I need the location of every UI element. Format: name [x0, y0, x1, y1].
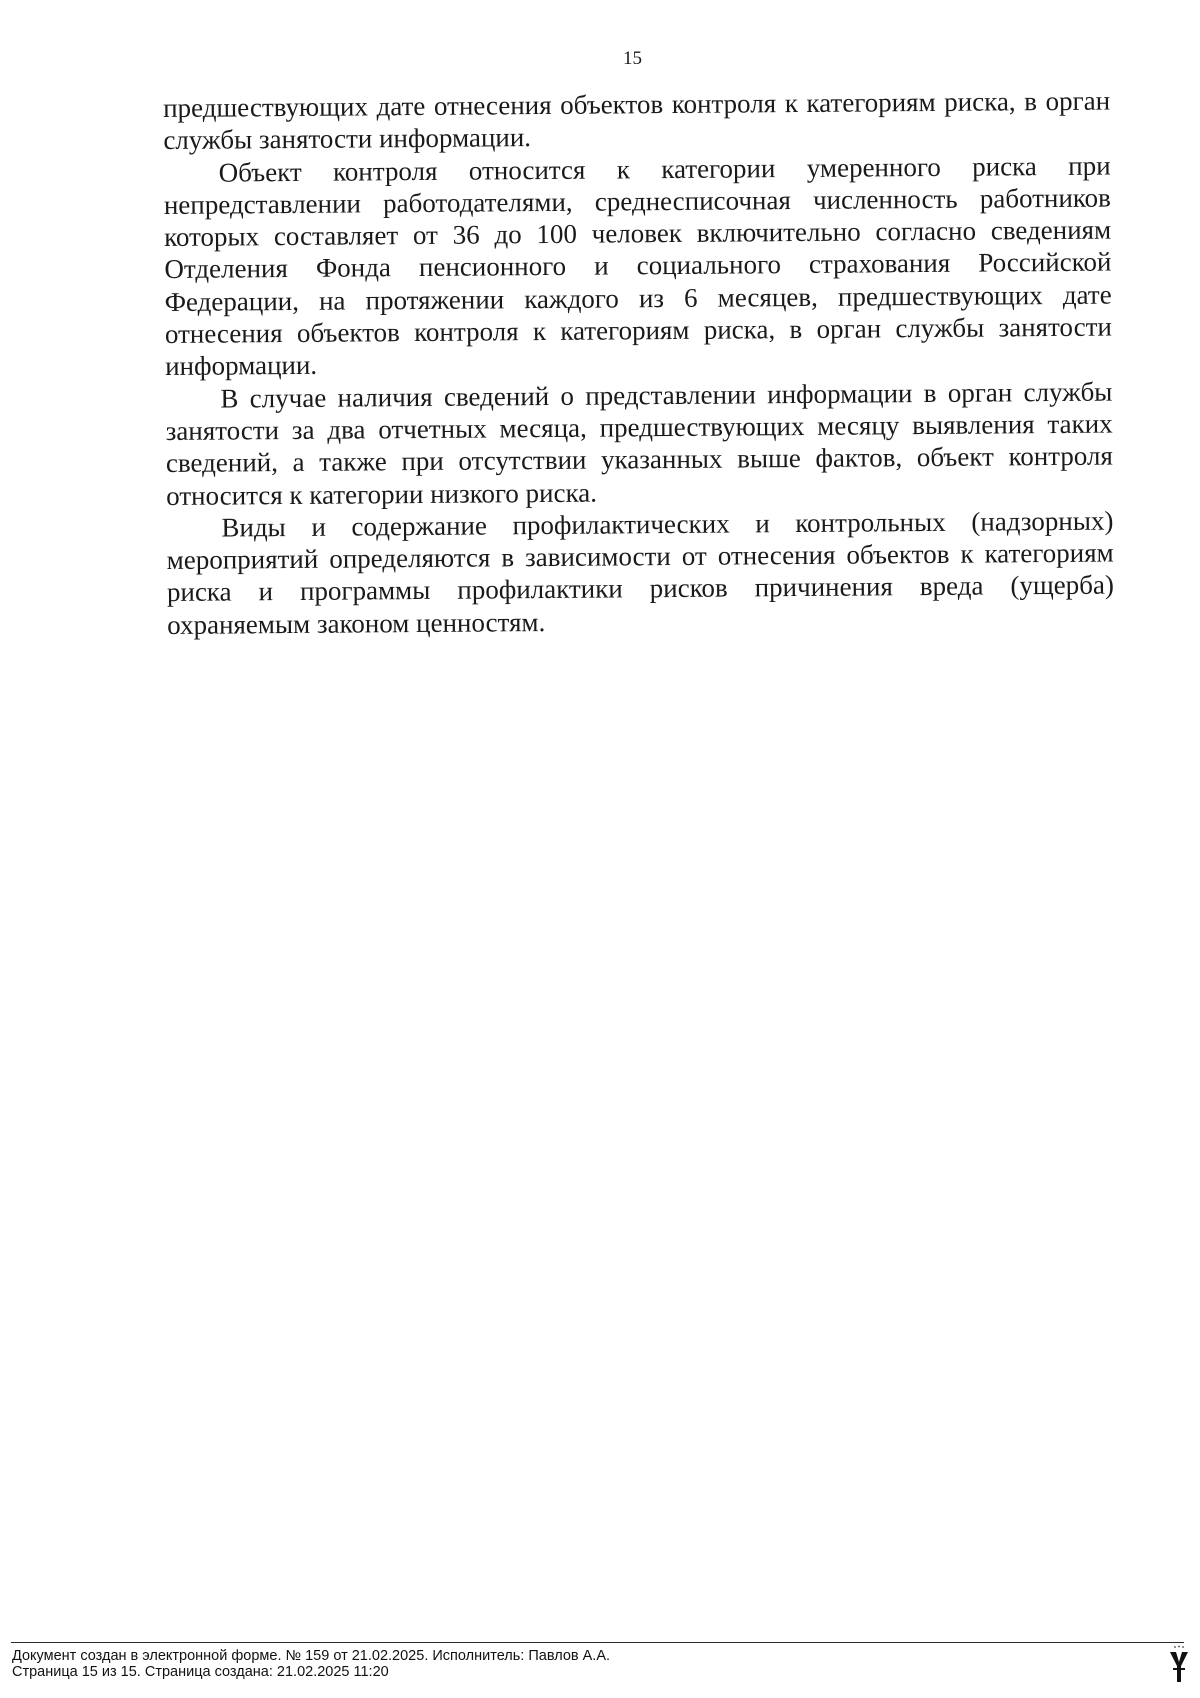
- paragraph-continuation: предшествующих дате отнесения объектов контроля к категориям риска, в орган службы занятости информации.: [163, 85, 1111, 156]
- paragraph-low-risk: В случае наличия сведений о представлении информации в орган службы занятости за два отчетных месяца, предшествующих месяцу выявления таких сведений, а также при отсутствии указанных выше фактов, объект контроля относится к категории низкого риска.: [165, 376, 1114, 511]
- paragraph-activity-types: Виды и содержание профилактических и контрольных (надзорных) мероприятий определяются в зависимости от отнесения объектов к категориям риска и программы профилактики рисков причинения вреда (ущерба) охраняемым законом ценностям.: [166, 505, 1115, 640]
- footer: [12, 1648, 1112, 1680]
- footer-divider: [11, 1642, 1184, 1643]
- document-body: [163, 85, 1114, 641]
- paragraph-moderate-risk: Объект контроля относится к категории умеренного риска при непредставлении работодателями, среднесписочная численность работников которых составляет от 36 до 100 человек включительно согласно сведениям Отделения Фонда пенсионного и социального страхования Российской Федерации, на протяжении каждого из 6 месяцев, предшествующих дате отнесения объектов контроля к категориям риска, в орган службы занятости информации.: [163, 150, 1112, 382]
- footer-document-info: Документ создан в электронной форме. № 159 от 21.02.2025. Исполнитель: Павлов А.А.: [12, 1648, 611, 1664]
- footer-page-info: Страница 15 из 15. Страница создана: 21.02.2025 11:20: [12, 1664, 389, 1680]
- coat-of-arms-icon: [1168, 1644, 1190, 1684]
- page-number: 15: [623, 48, 642, 69]
